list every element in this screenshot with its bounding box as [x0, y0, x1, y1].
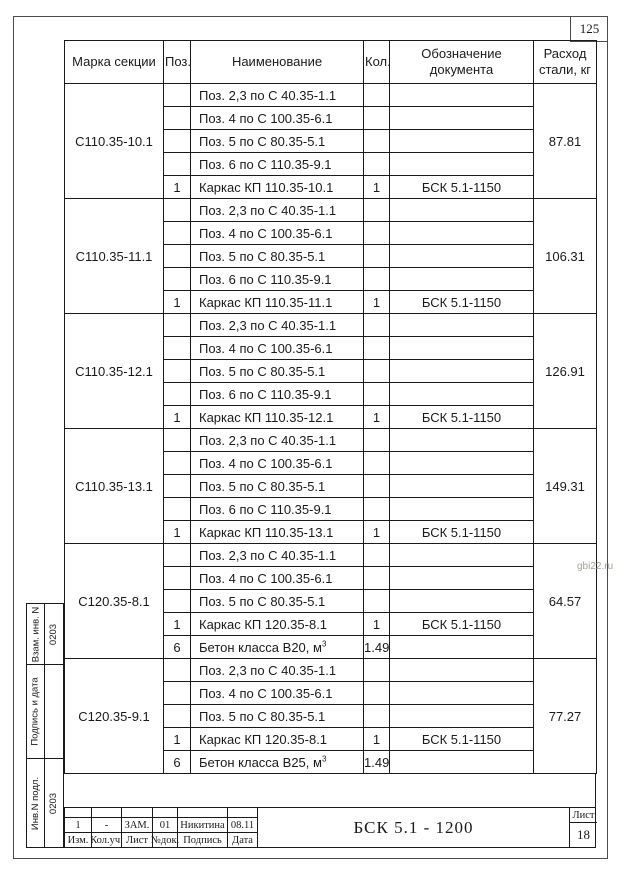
revision-value: 1	[65, 818, 92, 833]
revision-label: Лист	[122, 833, 153, 847]
doc-cell	[390, 222, 534, 245]
qty-cell	[364, 337, 390, 360]
doc-cell	[390, 498, 534, 521]
page-number: 125	[579, 20, 600, 36]
doc-cell	[390, 130, 534, 153]
pos-cell	[164, 153, 191, 176]
revision-blank-cell	[65, 808, 92, 818]
doc-cell	[390, 84, 534, 107]
pos-cell	[164, 337, 191, 360]
doc-cell	[390, 659, 534, 682]
doc-cell	[390, 590, 534, 613]
doc-cell	[390, 544, 534, 567]
qty-cell: 1.49	[364, 636, 390, 659]
pos-cell	[164, 659, 191, 682]
pos-cell	[164, 475, 191, 498]
name-cell: Поз. 2,3 по С 40.35-1.1	[191, 314, 364, 337]
side-block-value-cell	[45, 604, 63, 664]
pos-cell: 6	[164, 751, 191, 774]
pos-cell	[164, 268, 191, 291]
steel-total-cell: 77.27	[534, 659, 597, 774]
watermark: gbi22.ru	[577, 561, 614, 572]
doc-cell	[390, 360, 534, 383]
pos-cell	[164, 452, 191, 475]
side-block-value-cell	[45, 759, 63, 847]
qty-cell	[364, 544, 390, 567]
qty-cell	[364, 84, 390, 107]
name-cell: Бетон класса В25, $м^3$	[191, 751, 364, 774]
qty-cell	[364, 222, 390, 245]
doc-cell	[390, 567, 534, 590]
doc-cell	[390, 705, 534, 728]
name-cell: Поз. 2,3 по С 40.35-1.1	[191, 544, 364, 567]
cubic-meter-superscript: 3	[321, 639, 327, 649]
name-cell: Поз. 4 по С 100.35-6.1	[191, 337, 364, 360]
revision-label: Изм.	[65, 833, 92, 847]
qty-cell	[364, 659, 390, 682]
qty-cell	[364, 314, 390, 337]
cubic-meter-superscript: 3	[321, 754, 327, 764]
steel-total-cell: 87.81	[534, 84, 597, 199]
name-cell: Поз. 5 по С 80.35-5.1	[191, 130, 364, 153]
side-block-value-cell	[45, 665, 63, 758]
section-mark-cell: С110.35-10.1	[65, 84, 164, 199]
side-block-label-cell	[27, 759, 45, 847]
name-cell: Поз. 5 по С 80.35-5.1	[191, 705, 364, 728]
name-cell: Поз. 4 по С 100.35-6.1	[191, 682, 364, 705]
doc-cell	[390, 337, 534, 360]
name-cell: Поз. 6 по С 110.35-9.1	[191, 498, 364, 521]
side-block-value: 0203	[48, 623, 60, 645]
doc-cell: БСК 5.1-1150	[390, 613, 534, 636]
section-mark-cell: С110.35-11.1	[65, 199, 164, 314]
qty-cell: 1	[364, 176, 390, 199]
section-mark-cell: С110.35-13.1	[65, 429, 164, 544]
doc-cell: БСК 5.1-1150	[390, 728, 534, 751]
table-row	[65, 429, 597, 452]
qty-cell	[364, 153, 390, 176]
qty-cell	[364, 130, 390, 153]
side-block-label: Инв.N подл.	[30, 776, 41, 830]
header-steel: Расход стали, кг	[534, 41, 597, 84]
table-row	[65, 314, 597, 337]
side-block-label: Подпись и дата	[30, 677, 42, 746]
qty-cell	[364, 268, 390, 291]
section-mark-cell: С120.35-9.1	[65, 659, 164, 774]
doc-cell	[390, 475, 534, 498]
pos-cell	[164, 544, 191, 567]
qty-cell	[364, 360, 390, 383]
qty-cell	[364, 429, 390, 452]
name-cell: Поз. 4 по С 100.35-6.1	[191, 107, 364, 130]
name-cell: Бетон класса В20, $м^3$	[191, 636, 364, 659]
name-cell: Каркас КП 110.35-13.1	[191, 521, 364, 544]
steel-total-cell: 126.91	[534, 314, 597, 429]
qty-cell	[364, 107, 390, 130]
pos-cell	[164, 360, 191, 383]
pos-cell	[164, 199, 191, 222]
side-block-podpis-data	[26, 664, 64, 759]
name-cell: Поз. 6 по С 110.35-9.1	[191, 268, 364, 291]
frame-right-segment	[595, 774, 596, 808]
qty-cell: 1	[364, 613, 390, 636]
header-mark: Марка секции	[65, 41, 164, 84]
header-row	[65, 41, 597, 84]
name-cell: Поз. 4 по С 100.35-6.1	[191, 222, 364, 245]
qty-cell	[364, 590, 390, 613]
qty-cell	[364, 682, 390, 705]
sheet-number: 18	[577, 827, 590, 842]
section-mark-cell: С120.35-8.1	[65, 544, 164, 659]
pos-cell: 1	[164, 291, 191, 314]
header-qty: Кол.	[364, 41, 390, 84]
qty-cell	[364, 567, 390, 590]
pos-cell	[164, 84, 191, 107]
doc-cell	[390, 751, 534, 774]
name-cell: Поз. 2,3 по С 40.35-1.1	[191, 84, 364, 107]
header-pos: Поз.	[164, 41, 191, 84]
doc-cell: БСК 5.1-1150	[390, 521, 534, 544]
revision-label: №док.	[150, 834, 180, 846]
document-number: БСК 5.1 - 1200	[353, 817, 474, 837]
side-block-vzam-inv	[26, 603, 64, 665]
pos-cell	[164, 222, 191, 245]
doc-cell	[390, 383, 534, 406]
revision-value: -	[92, 818, 122, 833]
qty-cell	[364, 199, 390, 222]
table-row	[65, 84, 597, 107]
pos-cell	[164, 590, 191, 613]
side-block-label-cell	[27, 604, 45, 664]
pos-cell	[164, 498, 191, 521]
doc-cell	[390, 199, 534, 222]
qty-cell	[364, 245, 390, 268]
revision-blank-cell	[153, 808, 178, 818]
name-cell: Поз. 6 по С 110.35-9.1	[191, 383, 364, 406]
name-cell: Каркас КП 110.35-11.1	[191, 291, 364, 314]
pos-cell: 1	[164, 613, 191, 636]
table-row	[65, 199, 597, 222]
name-cell: Поз. 5 по С 80.35-5.1	[191, 360, 364, 383]
doc-cell	[390, 682, 534, 705]
name-cell: Каркас КП 110.35-10.1	[191, 176, 364, 199]
table-row	[65, 659, 597, 682]
doc-cell	[390, 314, 534, 337]
doc-cell	[390, 452, 534, 475]
doc-cell	[390, 429, 534, 452]
pos-cell: 1	[164, 176, 191, 199]
side-block-value: 0203	[48, 792, 60, 814]
pos-cell: 6	[164, 636, 191, 659]
pos-cell	[164, 245, 191, 268]
name-cell: Поз. 2,3 по С 40.35-1.1	[191, 199, 364, 222]
name-cell: Поз. 5 по С 80.35-5.1	[191, 590, 364, 613]
qty-cell: 1	[364, 406, 390, 429]
doc-cell: БСК 5.1-1150	[390, 291, 534, 314]
pos-cell	[164, 130, 191, 153]
header-name: Наименование	[191, 41, 364, 84]
qty-cell	[364, 475, 390, 498]
qty-cell: 1	[364, 291, 390, 314]
qty-cell: 1	[364, 521, 390, 544]
revision-table	[65, 808, 258, 847]
doc-cell: БСК 5.1-1150	[390, 176, 534, 199]
qty-cell: 1.49	[364, 751, 390, 774]
specification-table	[64, 40, 597, 774]
sheet-label: Лист	[570, 808, 597, 823]
name-cell: Поз. 4 по С 100.35-6.1	[191, 567, 364, 590]
pos-cell	[164, 429, 191, 452]
spec-table-body	[65, 84, 597, 774]
revision-value: 08.11	[228, 818, 258, 833]
pos-cell	[164, 314, 191, 337]
qty-cell: 1	[364, 728, 390, 751]
page-number-box	[570, 16, 608, 42]
revision-value: Никитина	[178, 818, 228, 833]
doc-cell	[390, 153, 534, 176]
side-block-label-cell	[27, 665, 45, 758]
revision-value: ЗАМ.	[122, 818, 153, 833]
name-cell: Поз. 2,3 по С 40.35-1.1	[191, 659, 364, 682]
revision-blank-cell	[228, 808, 258, 818]
pos-cell	[164, 383, 191, 406]
qty-cell	[364, 498, 390, 521]
pos-cell: 1	[164, 521, 191, 544]
title-block	[64, 807, 596, 848]
name-cell: Поз. 4 по С 100.35-6.1	[191, 452, 364, 475]
steel-total-cell: 149.31	[534, 429, 597, 544]
qty-cell	[364, 383, 390, 406]
side-block-label: Взам. инв. N	[30, 606, 41, 662]
revision-label: Кол.уч.	[90, 834, 123, 846]
table-row	[65, 544, 597, 567]
pos-cell	[164, 705, 191, 728]
revision-label: Дата	[228, 833, 258, 847]
doc-cell: БСК 5.1-1150	[390, 406, 534, 429]
revision-blank-cell	[92, 808, 122, 818]
pos-cell	[164, 567, 191, 590]
pos-cell	[164, 107, 191, 130]
name-cell: Поз. 5 по С 80.35-5.1	[191, 475, 364, 498]
side-block-inv-podl	[26, 758, 64, 848]
pos-cell: 1	[164, 728, 191, 751]
doc-cell	[390, 245, 534, 268]
revision-blank-cell	[178, 808, 228, 818]
name-cell: Поз. 5 по С 80.35-5.1	[191, 245, 364, 268]
revision-blank-cell	[122, 808, 153, 818]
section-mark-cell: С110.35-12.1	[65, 314, 164, 429]
header-doc: Обозначение документа	[390, 41, 534, 84]
steel-total-cell: 106.31	[534, 199, 597, 314]
revision-label: Подпись	[178, 833, 228, 847]
name-cell: Поз. 6 по С 110.35-9.1	[191, 153, 364, 176]
revision-value: 01	[153, 818, 178, 833]
qty-cell	[364, 452, 390, 475]
name-cell: Каркас КП 120.35-8.1	[191, 613, 364, 636]
sheet-box	[569, 808, 597, 847]
qty-cell	[364, 705, 390, 728]
pos-cell	[164, 682, 191, 705]
name-cell: Каркас КП 120.35-8.1	[191, 728, 364, 751]
doc-cell	[390, 107, 534, 130]
name-cell: Поз. 2,3 по С 40.35-1.1	[191, 429, 364, 452]
name-cell: Каркас КП 110.35-12.1	[191, 406, 364, 429]
steel-total-cell: 64.57	[534, 544, 597, 659]
doc-cell	[390, 636, 534, 659]
pos-cell: 1	[164, 406, 191, 429]
doc-cell	[390, 268, 534, 291]
